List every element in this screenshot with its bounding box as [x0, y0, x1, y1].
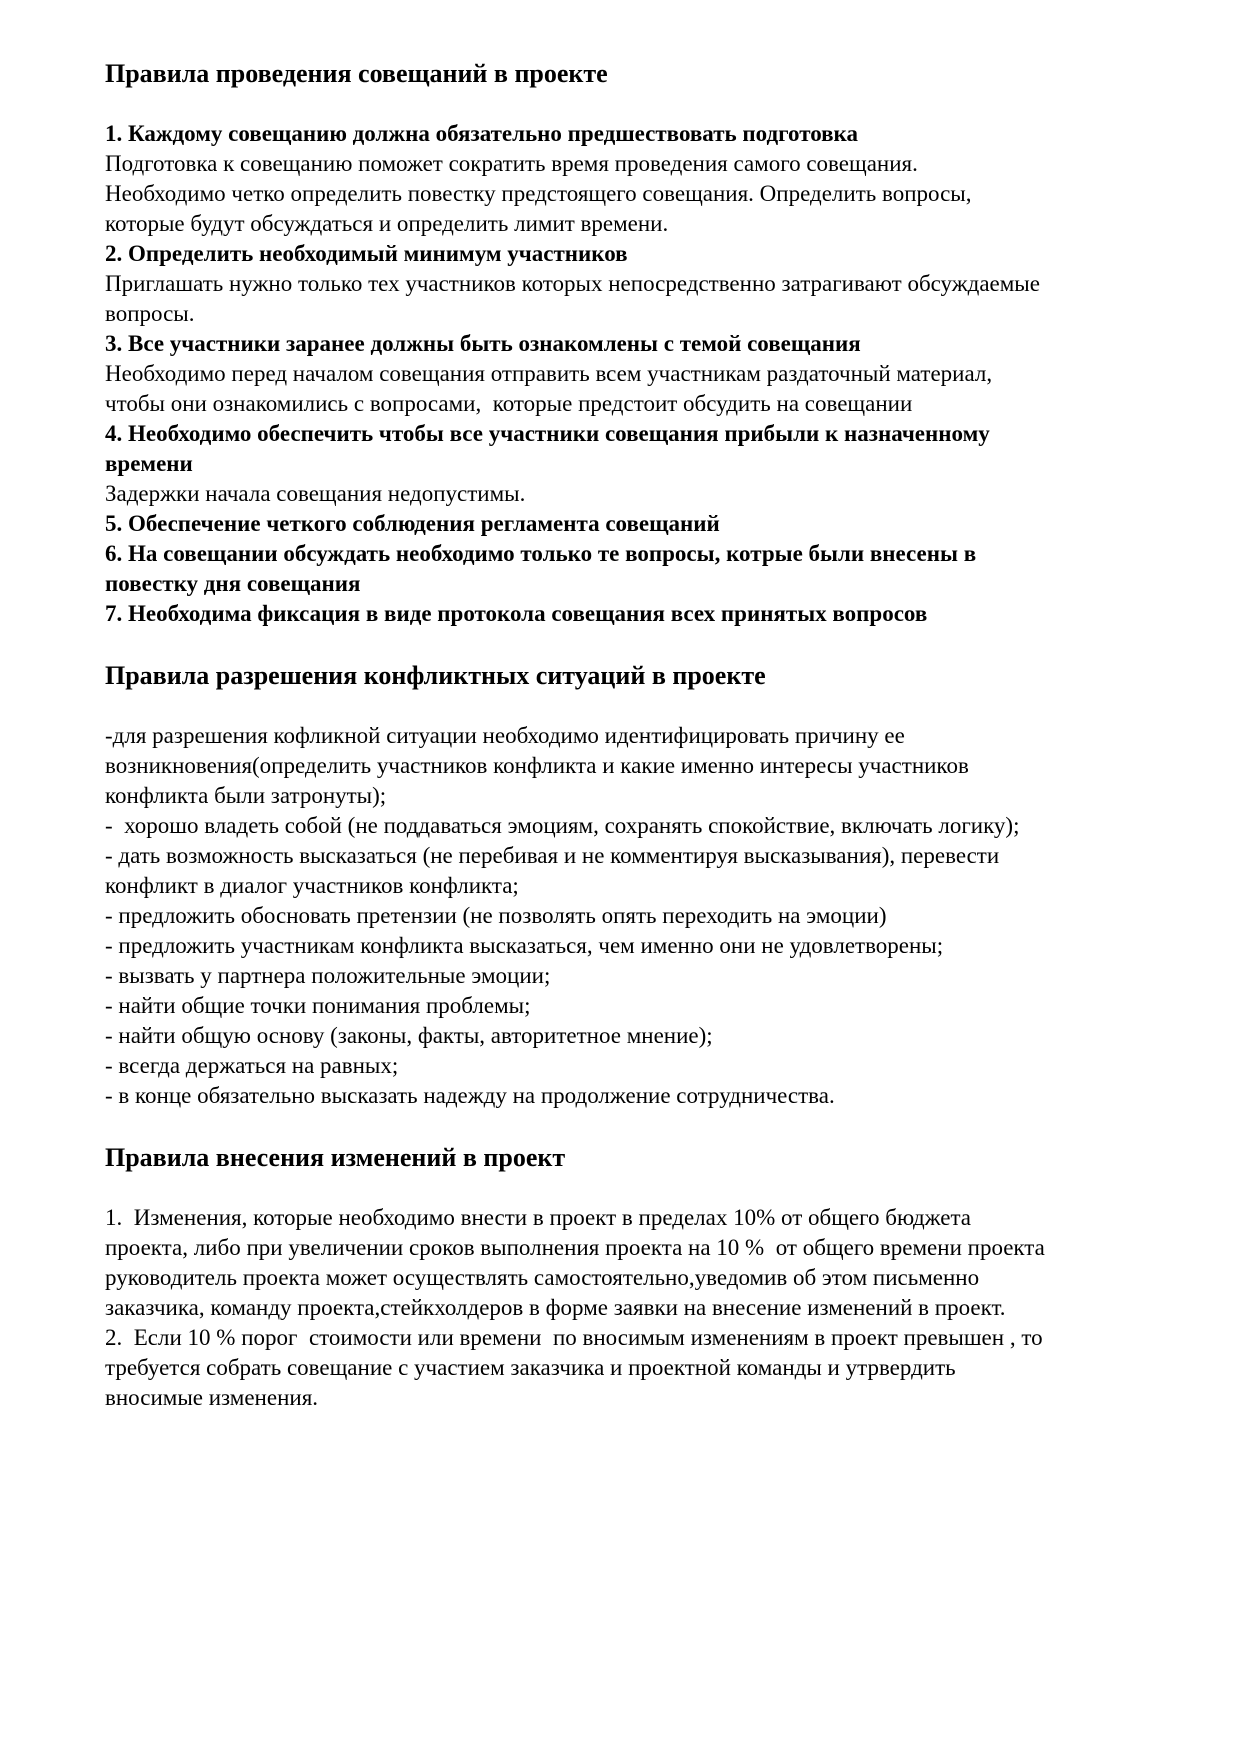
document-body	[105, 57, 1145, 1413]
doc-text-line: - предложить участникам конфликта высказаться, чем именно они не удовлетворены;	[105, 933, 944, 958]
doc-text-line: Необходимо перед началом совещания отправить всем участникам раздаточный материал,	[105, 361, 993, 386]
doc-text-line: вносимые изменения.	[105, 1385, 319, 1410]
doc-text-line: конфликт в диалог участников конфликта;	[105, 873, 519, 898]
doc-text-line: - дать возможность высказаться (не перебивая и не комментируя высказывания), перевести	[105, 843, 1000, 868]
doc-text-line: вопросы.	[105, 301, 195, 326]
doc-text-line: - найти общие точки понимания проблемы;	[105, 993, 531, 1018]
doc-text-line: 7. Необходима фиксация в виде протокола совещания всех принятых вопросов	[105, 601, 928, 626]
doc-text-line: 4. Необходимо обеспечить чтобы все участники совещания прибыли к назначенному	[105, 421, 990, 446]
doc-text-line: Приглашать нужно только тех участников которых непосредственно затрагивают обсуждаемые	[105, 271, 1040, 296]
doc-text-line: Подготовка к совещанию поможет сократить время проведения самого совещания.	[105, 151, 918, 176]
doc-text-line: - вызвать у партнера положительные эмоции;	[105, 963, 551, 988]
doc-text-line: 1. Изменения, которые необходимо внести в проект в пределах 10% от общего бюджета	[105, 1205, 971, 1230]
doc-text-line: - хорошо владеть собой (не поддаваться эмоциям, сохранять спокойствие, включать логику);	[105, 813, 1020, 838]
doc-text-line: повестку дня совещания	[105, 571, 361, 596]
doc-text-line: 2. Определить необходимый минимум участников	[105, 241, 628, 266]
doc-text-line: Задержки начала совещания недопустимы.	[105, 481, 526, 506]
doc-text-line: - предложить обосновать претензии (не позволять опять переходить на эмоции)	[105, 903, 887, 928]
doc-text-line: 5. Обеспечение четкого соблюдения регламента совещаний	[105, 511, 720, 536]
section-heading-meeting-rules: Правила проведения совещаний в проекте	[105, 59, 608, 88]
section-heading-conflict-rules: Правила разрешения конфликтных ситуаций в проекте	[105, 661, 766, 690]
doc-text-line: конфликта были затронуты);	[105, 783, 387, 808]
doc-text-line: - всегда держаться на равных;	[105, 1053, 399, 1078]
doc-text-line: 2. Если 10 % порог стоимости или времени по вносимым изменениям в проект превышен , то	[105, 1325, 1043, 1350]
doc-text-line: заказчика, команду проекта,стейкхолдеров в форме заявки на внесение изменений в проект.	[105, 1295, 1006, 1320]
doc-text-line: требуется собрать совещание с участием заказчика и проектной команды и утрвердить	[105, 1355, 956, 1380]
doc-text-line: - найти общую основу (законы, факты, авторитетное мнение);	[105, 1023, 713, 1048]
doc-text-line: 6. На совещании обсуждать необходимо только те вопросы, котрые были внесены в	[105, 541, 977, 566]
doc-text-line: возникновения(определить участников конфликта и какие именно интересы участников	[105, 753, 969, 778]
doc-text-line: - в конце обязательно высказать надежду на продолжение сотрудничества.	[105, 1083, 835, 1108]
doc-text-line: времени	[105, 451, 193, 476]
doc-text-line: Необходимо четко определить повестку предстоящего совещания. Определить вопросы,	[105, 181, 972, 206]
doc-text-line: -для разрешения кофликной ситуации необходимо идентифицировать причину ее	[105, 723, 905, 748]
doc-text-line: руководитель проекта может осуществлять самостоятельно,уведомив об этом письменно	[105, 1265, 980, 1290]
doc-text-line: которые будут обсуждаться и определить лимит времени.	[105, 211, 669, 236]
doc-text-line: чтобы они ознакомились с вопросами, которые предстоит обсудить на совещании	[105, 391, 913, 416]
doc-text-line: проекта, либо при увеличении сроков выполнения проекта на 10 % от общего времени проекта	[105, 1235, 1045, 1260]
section-heading-change-rules: Правила внесения изменений в проект	[105, 1143, 566, 1172]
doc-text-line: 3. Все участники заранее должны быть ознакомлены с темой совещания	[105, 331, 861, 356]
doc-text-line: 1. Каждому совещанию должна обязательно предшествовать подготовка	[105, 121, 858, 146]
